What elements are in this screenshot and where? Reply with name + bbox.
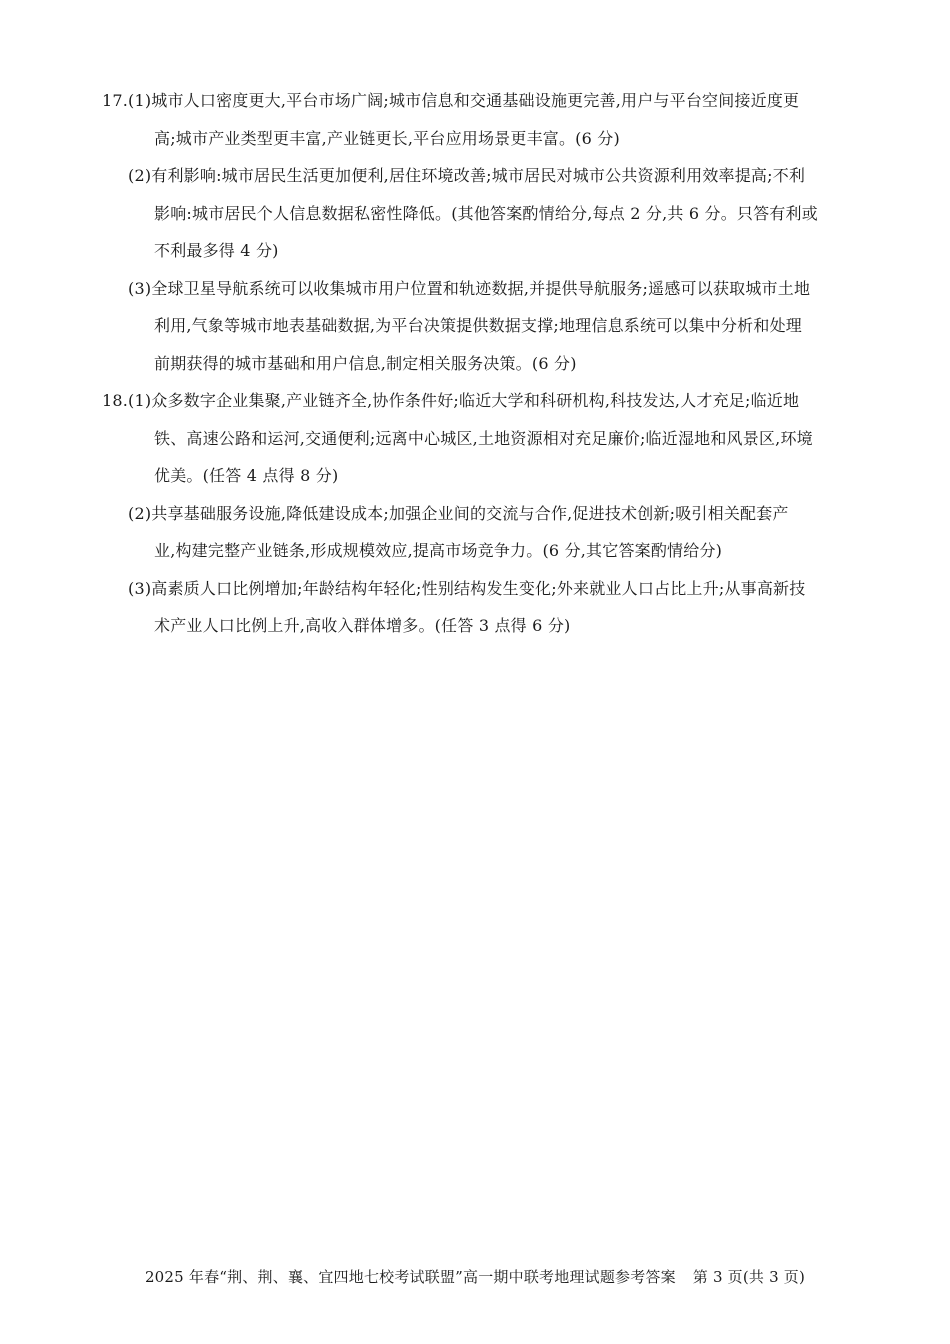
answer-content [0,82,950,645]
question-number: 17. [102,91,129,110]
question-17-part-1-line-2 [0,120,950,158]
question-17-part-2-line-2 [0,195,950,233]
answer-text: (1)众多数字企业集聚,产业链齐全,协作条件好;临近大学和科研机构,科技发达,人才充足;临近地 [128,391,800,410]
question-18 [0,382,950,645]
footer-title: 2025 年春“荆、荆、襄、宜四地七校考试联盟”高一期中联考地理试题参考答案 [144,1268,676,1286]
question-18-part-2-line-1 [0,495,950,533]
answer-text: 业,构建完整产业链条,形成规模效应,提高市场竞争力。(6 分,其它答案酌情给分) [154,541,723,560]
answer-text: 前期获得的城市基础和用户信息,制定相关服务决策。(6 分) [154,353,577,373]
answer-text: (3)高素质人口比例增加;年龄结构年轻化;性别结构发生变化;外来就业人口占比上升;从事高新技 [128,578,806,598]
answer-text: (3)全球卫星导航系统可以收集城市用户位置和轨迹数据,并提供导航服务;遥感可以获取城市土地 [128,278,811,298]
answer-text: (2)有利影响:城市居民生活更加便利,居住环境改善;城市居民对城市公共资源利用效率提高;不利 [128,166,806,185]
question-18-part-3-line-2 [0,607,950,645]
answer-text: 优美。(任答 4 点得 8 分) [154,466,339,485]
answer-text: 铁、高速公路和运河,交通便利;远离中心城区,土地资源相对充足廉价;临近湿地和风景区,环境 [154,428,813,448]
answer-text: 不利最多得 4 分) [154,241,279,260]
question-17-part-3-line-2 [0,307,950,345]
question-number: 18. [102,391,129,410]
question-17-part-3-line-3 [0,345,950,383]
answer-text: (2)共享基础服务设施,降低建设成本;加强企业间的交流与合作,促进技术创新;吸引相关配套产 [128,503,789,523]
question-17-part-3-line-1 [0,270,950,308]
question-17-part-1-line-1 [0,82,950,120]
question-18-part-2-line-2 [0,532,950,570]
question-18-part-1-line-3 [0,457,950,495]
answer-text: (1)城市人口密度更大,平台市场广阔;城市信息和交通基础设施更完善,用户与平台空间接近度更 [128,91,800,110]
footer-page-number: 第 3 页(共 3 页) [692,1268,806,1286]
question-18-part-1-line-1 [0,382,950,420]
answer-text: 利用,气象等城市地表基础数据,为平台决策提供数据支撑;地理信息系统可以集中分析和处理 [154,316,802,335]
question-18-part-3-line-1 [0,570,950,608]
answer-text: 术产业人口比例上升,高收入群体增多。(任答 3 点得 6 分) [154,616,571,635]
question-17-part-2-line-1 [0,157,950,195]
question-17-part-2-line-3 [0,232,950,270]
page-footer [0,1266,950,1287]
question-18-part-1-line-2 [0,420,950,458]
answer-text: 高;城市产业类型更丰富,产业链更长,平台应用场景更丰富。(6 分) [154,128,620,148]
answer-text: 影响:城市居民个人信息数据私密性降低。(其他答案酌情给分,每点 2 分,共 6 分。只答有利或 [154,203,818,223]
question-17 [0,82,950,382]
